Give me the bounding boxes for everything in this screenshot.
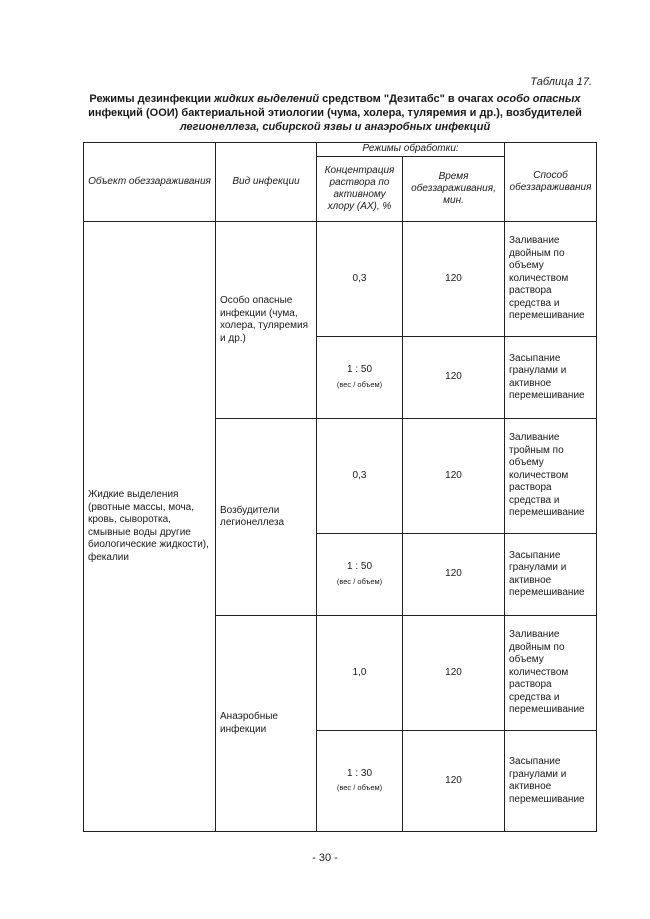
title-part-italic: легионеллеза, сибирской язвы и анаэробных инфекций (179, 121, 491, 133)
concentration-value: 1 : 50 (346, 561, 373, 572)
concentration-value: 1 : 50 (346, 364, 373, 375)
concentration-value: 0,3 (352, 469, 367, 481)
time-cell: 120 (403, 731, 505, 832)
page-number: - 30 - (312, 852, 338, 864)
header-object: Объект обеззараживания (84, 143, 216, 222)
concentration-cell (317, 731, 403, 832)
title-part: средством "Дезитабс" в очагах (319, 93, 497, 105)
infection-cell: Анаэробные инфекции (216, 616, 317, 832)
concentration-note: (вес / объем) (336, 379, 383, 389)
concentration-cell (317, 337, 403, 419)
concentration-value: 0,3 (352, 272, 367, 284)
title-part-italic: жидких выделений (214, 93, 320, 105)
time-cell: 120 (403, 419, 505, 534)
concentration-cell (317, 222, 403, 337)
time-cell: 120 (403, 337, 505, 419)
method-cell: Заливание двойным по объему количеством раствора средства и перемешивание (505, 222, 597, 337)
title-part: Режимы дезинфекции (89, 93, 215, 105)
disinfection-table (83, 142, 597, 832)
concentration-note: (вес / объем) (336, 576, 383, 586)
concentration-cell (317, 419, 403, 534)
concentration-value: 1,0 (352, 666, 367, 678)
title-part: инфекций (ООИ) бактериальной этиологии (чума, холера, туляремия и др.), возбудителей (88, 107, 582, 119)
title-part-italic: особо опасных (496, 93, 581, 105)
time-cell: 120 (403, 534, 505, 616)
concentration-cell (317, 534, 403, 616)
table-row (84, 222, 597, 337)
table-title (80, 92, 590, 134)
infection-cell: Возбудители легионеллеза (216, 419, 317, 616)
object-cell: Жидкие выделения (рвотные массы, моча, кровь, сыворотка, смывные воды другие биологические жидкости), фекалии (84, 222, 216, 832)
header-infection: Вид инфекции (216, 143, 317, 222)
infection-cell: Особо опасные инфекции (чума, холера, туляремия и др.) (216, 222, 317, 419)
header-modes: Режимы обработки: (317, 143, 505, 157)
concentration-value: 1 : 30 (346, 767, 373, 779)
method-cell: Засыпание гранулами и активное перемешивание (505, 731, 597, 832)
method-cell: Засыпание гранулами и активное перемешивание (505, 337, 597, 419)
header-concentration: Концентрация раствора по активному хлору (АХ), % (317, 156, 403, 221)
concentration-note: (вес / объем) (336, 783, 383, 792)
time-cell: 120 (403, 616, 505, 731)
header-time: Время обеззараживания, мин. (403, 156, 505, 221)
method-cell: Засыпание гранулами и активное перемешивание (505, 534, 597, 616)
header-row (84, 143, 597, 157)
method-cell: Заливание тройным по объему количеством раствора средства и перемешивание (505, 419, 597, 534)
table-label: Таблица 17. (530, 76, 592, 88)
time-cell: 120 (403, 222, 505, 337)
method-cell: Заливание двойным по объему количеством раствора средства и перемешивание (505, 616, 597, 731)
header-method: Способ обеззараживания (505, 143, 597, 222)
concentration-cell (317, 616, 403, 731)
